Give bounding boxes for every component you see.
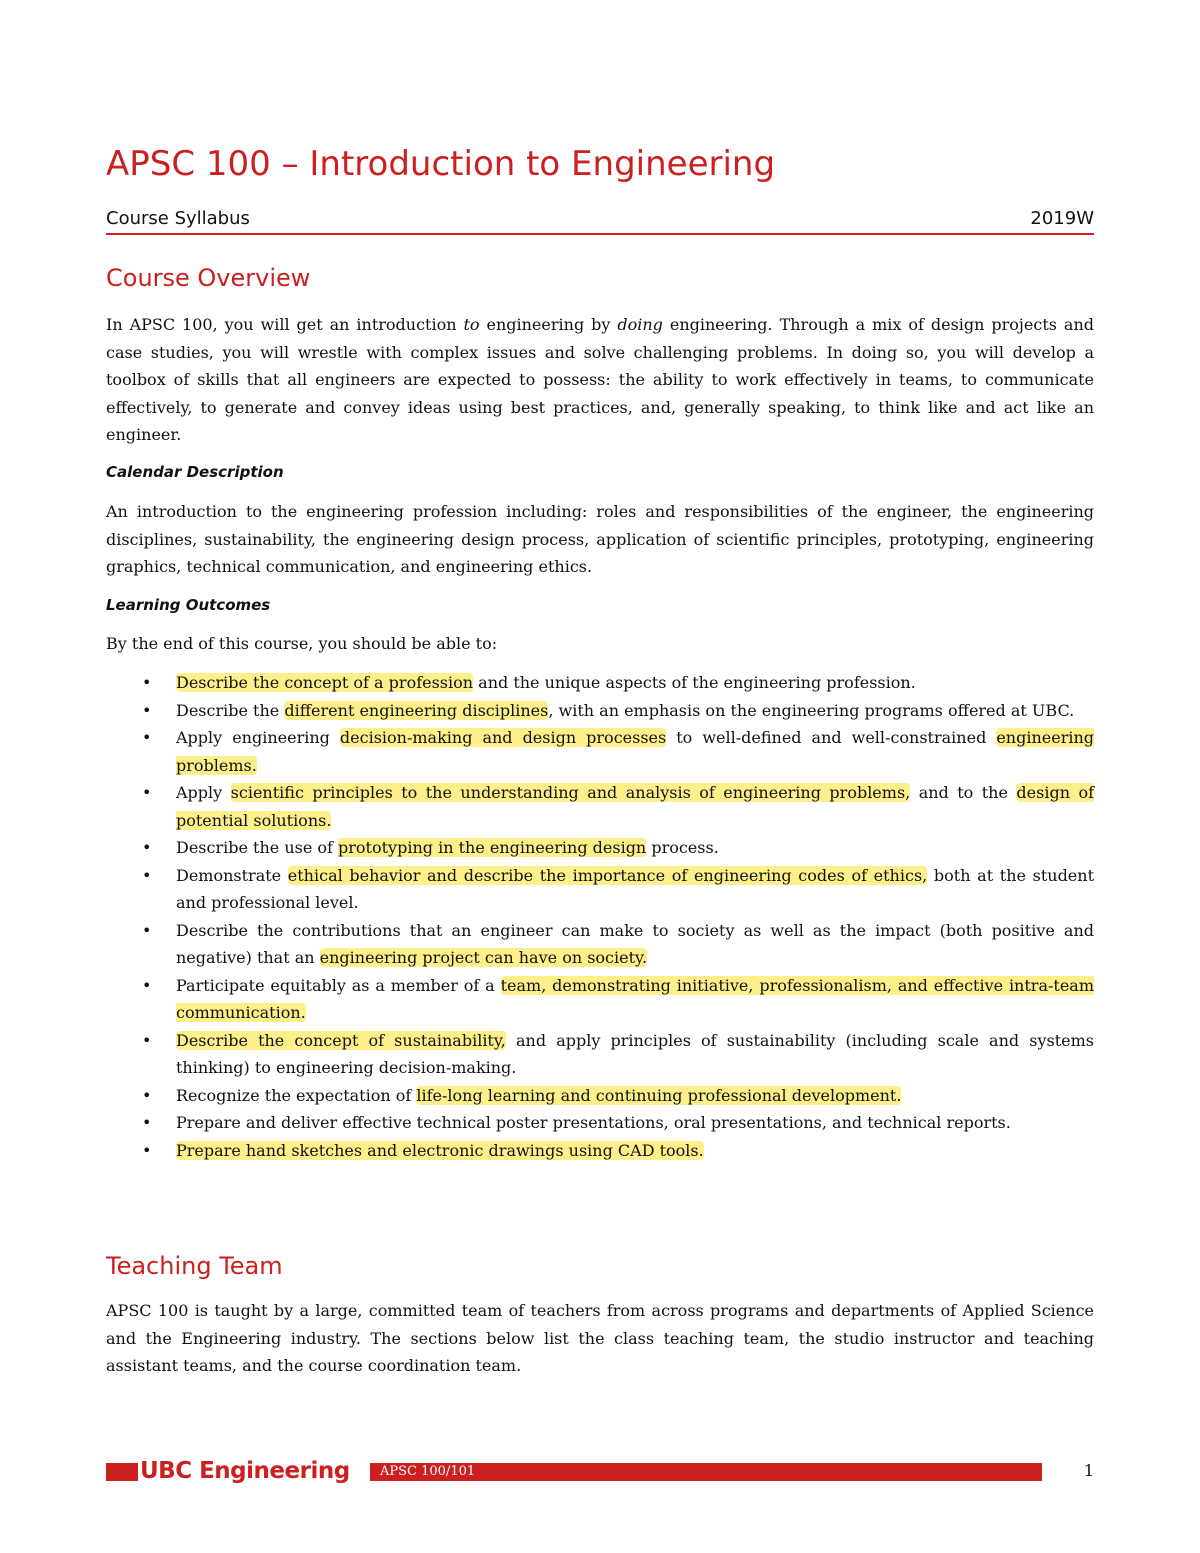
outcome-item: • Prepare and deliver effective technical poster presentations, oral presentations, and technical reports.	[106, 1109, 1094, 1137]
outcome-item: • Participate equitably as a member of a team, demonstrating initiative, professionalism, and effective intra-team communication.	[106, 972, 1094, 1027]
overview-text-2: engineering by	[479, 315, 618, 334]
document-subtitle: Course Syllabus	[106, 208, 250, 229]
highlight: Describe the concept of sustainability,	[176, 1030, 506, 1050]
outcome-item: • Describe the concept of sustainability, and apply principles of sustainability (including scale and systems thinking) to engineering decision-making.	[106, 1027, 1094, 1082]
highlight: engineering problems.	[176, 728, 1095, 775]
outcome-item: • Describe the different engineering disciplines, with an emphasis on the engineering programs offered at UBC.	[106, 697, 1094, 725]
highlight: design of potential solutions.	[176, 783, 1095, 830]
calendar-description-label: Calendar Description	[106, 463, 284, 481]
outcome-item: • Describe the concept of a profession and the unique aspects of the engineering profession.	[106, 669, 1094, 697]
page-number: 1	[1083, 1461, 1094, 1480]
outcome-item: • Describe the use of prototyping in the engineering design process.	[106, 834, 1094, 862]
page-footer	[106, 1456, 1094, 1486]
subtitle-row	[106, 208, 1094, 235]
highlight: different engineering disciplines	[284, 700, 549, 720]
learning-outcomes-intro: By the end of this course, you should be able to:	[106, 634, 498, 653]
outcome-item: • Apply scientific principles to the understanding and analysis of engineering problems, and to the design of potential solutions.	[106, 779, 1094, 834]
highlight: life-long learning and continuing professional development.	[416, 1085, 902, 1105]
learning-outcomes-label: Learning Outcomes	[106, 596, 271, 614]
learning-outcomes-list	[106, 669, 1094, 1164]
outcome-item	[106, 1137, 1094, 1165]
highlight: Describe the concept of a profession	[176, 673, 474, 692]
teaching-team-paragraph: APSC 100 is taught by a large, committed team of teachers from across programs and departments of Applied Science and the Engineering industry. The sections below list the class teaching team, the studio instructor and teaching assistant teams, and the course coordination team.	[106, 1301, 1094, 1375]
highlight: engineering project can have on society.	[319, 948, 648, 967]
outcome-item: • Recognize the expectation of life-long learning and continuing professional development.	[106, 1082, 1094, 1110]
section-heading-course-overview: Course Overview	[106, 264, 311, 292]
highlight: team, demonstrating initiative, professionalism, and effective intra-team communication.	[176, 975, 1094, 1022]
page-title: APSC 100 – Introduction to Engineering	[106, 144, 776, 184]
overview-emphasis-to: to	[463, 315, 480, 334]
outcome-item: • Describe the contributions that an engineer can make to society as well as the impact (both positive and negative) that an engineering project can have on society.	[106, 917, 1094, 972]
highlight: decision-making and design processes	[339, 728, 667, 747]
term-label: 2019W	[1030, 208, 1094, 229]
footer-course-bar: APSC 100/101	[370, 1463, 1042, 1481]
outcome-item: • Apply engineering decision-making and design processes to well-defined and well-constrained engineering problems.	[106, 724, 1094, 779]
highlight: Prepare hand sketches and electronic drawings using CAD tools.	[176, 1140, 704, 1160]
highlight: ethical behavior and describe the importance of engineering codes of ethics,	[287, 865, 928, 885]
overview-paragraph	[106, 311, 1094, 449]
section-heading-teaching-team: Teaching Team	[106, 1252, 283, 1280]
overview-emphasis-doing: doing	[617, 315, 663, 334]
calendar-description-text: An introduction to the engineering profession including: roles and responsibilities of the engineer, the engineering disciplines, sustainability, the engineering design process, application of scientific principles, prototyping, engineering graphics, technical communication, and engineering ethics.	[106, 502, 1094, 576]
ubc-engineering-logo: UBC Engineering	[140, 1458, 350, 1484]
footer-accent-block	[106, 1463, 138, 1481]
outcome-item: • Demonstrate ethical behavior and describe the importance of engineering codes of ethics, both at the student and professional level.	[106, 862, 1094, 917]
highlight: scientific principles to the understanding and analysis of engineering problems,	[230, 783, 911, 802]
overview-text-1: In APSC 100, you will get an introduction	[106, 315, 464, 334]
highlight: prototyping in the engineering design	[338, 838, 647, 857]
overview-text-3: engineering. Through a mix of design projects and case studies, you will wrestle with complex issues and solve challenging problems. In doing so, you will develop a toolbox of skills that all engineers are expected to possess: the ability to work effectively in teams, to communicate effectively, to generate and convey ideas using best practices, and, generally speaking, to think like and act like an engineer.	[106, 315, 1094, 444]
